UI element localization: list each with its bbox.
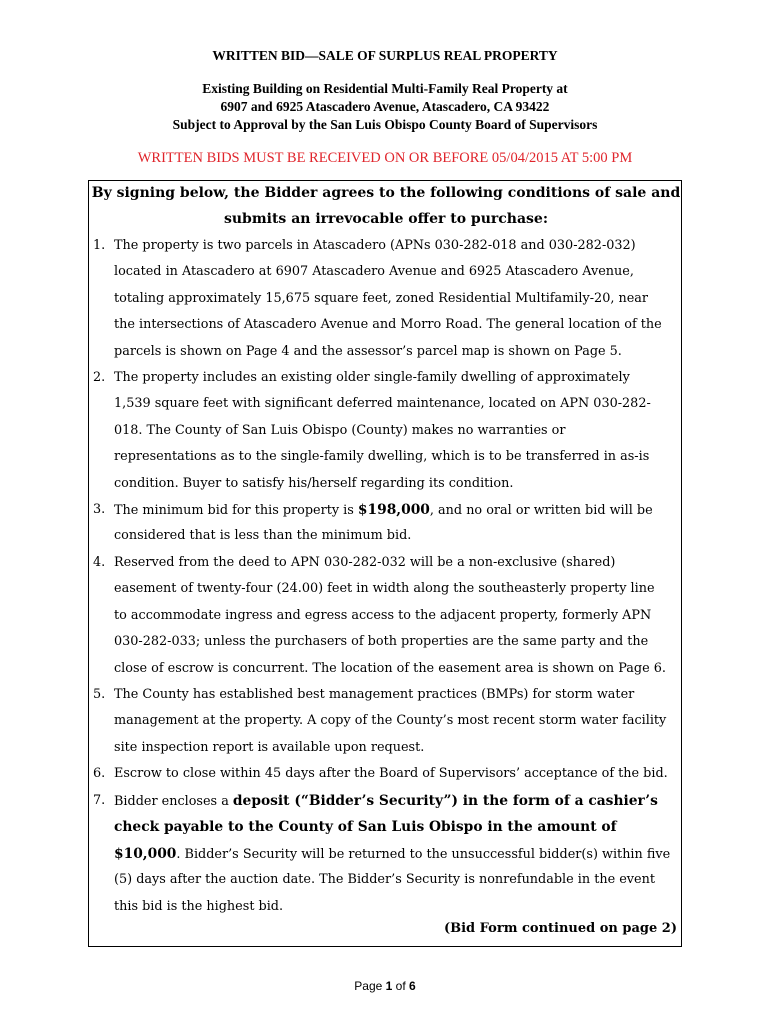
- condition-text-line: The property is two parcels in Atascadero (APNs 030-282-018 and 030-282-032): [114, 238, 636, 253]
- condition-number: 5.: [93, 687, 106, 702]
- condition-text-line: located in Atascadero at 6907 Atascadero Avenue and 6925 Atascadero Avenue,: [114, 264, 634, 280]
- document-title: WRITTEN BID—SALE OF SURPLUS REAL PROPERTY: [212, 48, 558, 63]
- condition-text-line: Reserved from the deed to APN 030-282-032 will be a non-exclusive (shared): [114, 555, 616, 570]
- condition-number: 2.: [93, 370, 106, 385]
- condition-text-line: this bid is the highest bid.: [114, 898, 284, 914]
- condition-number: 7.: [93, 793, 106, 808]
- condition-text-line: (5) days after the auction date. The Bidder’s Security is nonrefundable in the event: [114, 872, 655, 888]
- condition-number: 3.: [93, 502, 106, 517]
- condition-text-line: [114, 841, 684, 867]
- text-run: The minimum bid for this property is: [114, 503, 358, 518]
- continued-notice: (Bid Form continued on page 2): [443, 921, 677, 936]
- condition-text-line: close of escrow is concurrent. The location of the easement area is shown on Page 6.: [114, 660, 666, 676]
- condition-text-line: 030-282-033; unless the purchasers of both properties are the same party and the: [114, 634, 649, 650]
- page-of-label: of: [395, 979, 406, 993]
- condition-text-line: easement of twenty-four (24.00) feet in width along the southeasterly property line: [114, 581, 655, 597]
- condition-text-line: [114, 497, 684, 523]
- property-address-line: 6907 and 6925 Atascadero Avenue, Atascadero, CA 93422: [220, 99, 550, 114]
- condition-text-line: condition. Buyer to satisfy his/herself regarding its condition.: [114, 475, 514, 491]
- condition-text-line: The property includes an existing older single-family dwelling of approximately: [114, 370, 630, 385]
- text-run: , and no oral or written bid will be: [429, 503, 653, 518]
- conditions-intro-line-1: By signing below, the Bidder agrees to the following conditions of sale and: [91, 185, 681, 201]
- text-run: Bidder encloses a: [114, 794, 233, 809]
- bid-deadline-notice: WRITTEN BIDS MUST BE RECEIVED ON OR BEFORE 05/04/2015 AT 5:00 PM: [137, 150, 633, 166]
- page-label: Page: [354, 979, 383, 993]
- condition-text-line: 1,539 square feet with significant deferred maintenance, located on APN 030-282-: [114, 396, 651, 412]
- condition-text-line: check payable to the County of San Luis Obispo in the amount of: [114, 819, 617, 836]
- current-page: 1: [385, 979, 393, 993]
- condition-text-line: The County has established best management practices (BMPs) for storm water: [114, 687, 635, 702]
- property-description-line: Existing Building on Residential Multi-Family Real Property at: [202, 81, 568, 96]
- condition-text-line: 018. The County of San Luis Obispo (County) makes no warranties or: [114, 422, 566, 438]
- condition-text-line: representations as to the single-family dwelling, which is to be transferred in as-is: [114, 449, 650, 465]
- condition-text-line: totaling approximately 15,675 square feet, zoned Residential Multifamily-20, near: [114, 290, 649, 306]
- condition-text-line: parcels is shown on Page 4 and the assessor’s parcel map is shown on Page 5.: [114, 343, 622, 359]
- total-pages: 6: [409, 979, 416, 993]
- conditions-box: [88, 180, 682, 947]
- condition-number: 6.: [93, 766, 106, 781]
- conditions-intro-line-2: submits an irrevocable offer to purchase:: [223, 211, 548, 227]
- deposit-terms-bold: deposit (“Bidder’s Security”) in the form of a cashier’s: [232, 793, 658, 809]
- condition-text-line: [114, 788, 684, 814]
- condition-text-line: Escrow to close within 45 days after the Board of Supervisors’ acceptance of the bid.: [114, 766, 668, 781]
- condition-text-line: site inspection report is available upon request.: [114, 739, 425, 755]
- deposit-amount: $10,000: [114, 845, 177, 862]
- condition-number: 1.: [93, 238, 106, 253]
- condition-number: 4.: [93, 555, 106, 570]
- condition-text-line: considered that is less than the minimum bid.: [114, 528, 412, 544]
- approval-subject-line: Subject to Approval by the San Luis Obispo County Board of Supervisors: [172, 117, 598, 132]
- text-run: . Bidder’s Security will be returned to the unsuccessful bidder(s) within five: [176, 846, 671, 862]
- page-number: [0, 979, 770, 993]
- condition-text-line: management at the property. A copy of the County’s most recent storm water facility: [114, 713, 667, 729]
- condition-text-line: to accommodate ingress and egress access to the adjacent property, formerly APN: [114, 607, 652, 623]
- minimum-bid-amount: $198,000: [357, 502, 430, 518]
- condition-text-line: the intersections of Atascadero Avenue and Morro Road. The general location of the: [114, 317, 662, 333]
